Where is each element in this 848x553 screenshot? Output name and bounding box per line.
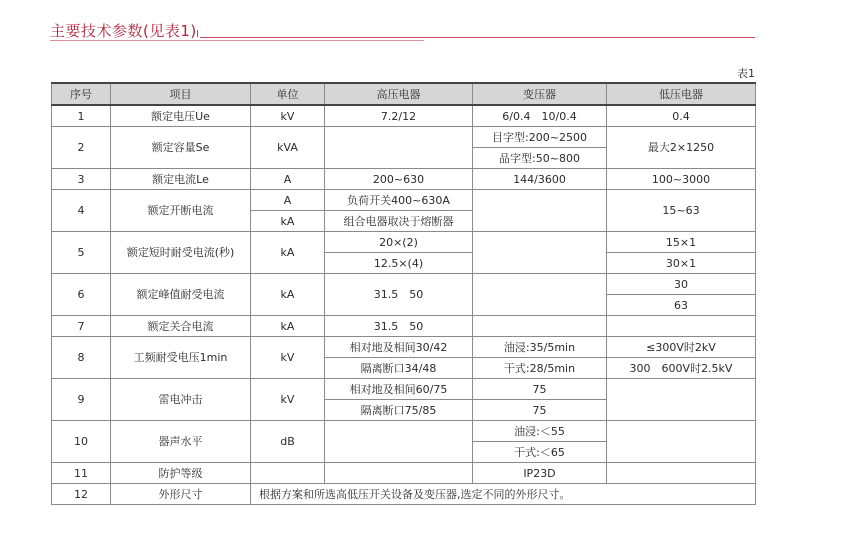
header-item: 项目 bbox=[111, 83, 251, 105]
table-row bbox=[52, 190, 756, 211]
cell-unit: kV bbox=[251, 337, 325, 379]
table-row bbox=[52, 169, 756, 190]
cell-transformer: 144/3600 bbox=[473, 169, 607, 190]
table-row bbox=[52, 105, 756, 127]
cell-unit: kA bbox=[251, 211, 325, 232]
table-row bbox=[52, 127, 756, 148]
cell-no: 4 bbox=[52, 190, 111, 232]
cell-lv bbox=[607, 463, 756, 484]
cell-dimension-note: 根据方案和所选高低压开关设备及变压器,选定不同的外形尺寸。 bbox=[251, 484, 756, 505]
cell-no: 1 bbox=[52, 105, 111, 127]
title-underline bbox=[50, 40, 424, 41]
cell-unit: kA bbox=[251, 316, 325, 337]
cell-transformer: 75 bbox=[473, 400, 607, 421]
cell-item: 防护等级 bbox=[111, 463, 251, 484]
cell-unit: A bbox=[251, 190, 325, 211]
cell-item: 雷电冲击 bbox=[111, 379, 251, 421]
cell-hv bbox=[325, 463, 473, 484]
table-row bbox=[52, 274, 756, 295]
cell-hv: 隔离断口34/48 bbox=[325, 358, 473, 379]
cell-hv: 负荷开关400~630A bbox=[325, 190, 473, 211]
cell-item: 额定开断电流 bbox=[111, 190, 251, 232]
cell-transformer: 油浸:35/5min bbox=[473, 337, 607, 358]
cell-unit: dB bbox=[251, 421, 325, 463]
cell-transformer bbox=[473, 232, 607, 274]
cell-hv: 相对地及相间60/75 bbox=[325, 379, 473, 400]
cell-transformer: 6/0.4 10/0.4 bbox=[473, 105, 607, 127]
cell-lv: 30 bbox=[607, 274, 756, 295]
cell-no: 8 bbox=[52, 337, 111, 379]
cell-lv: 最大2×1250 bbox=[607, 127, 756, 169]
cell-transformer bbox=[473, 274, 607, 316]
cell-item: 器声水平 bbox=[111, 421, 251, 463]
cell-lv: 63 bbox=[607, 295, 756, 316]
cell-lv: ≤300V时2kV bbox=[607, 337, 756, 358]
cell-lv bbox=[607, 421, 756, 463]
cell-no: 6 bbox=[52, 274, 111, 316]
table-row bbox=[52, 379, 756, 400]
cell-unit bbox=[251, 463, 325, 484]
cell-hv: 20×(2) bbox=[325, 232, 473, 253]
table-row bbox=[52, 337, 756, 358]
table-row bbox=[52, 232, 756, 253]
cell-no: 12 bbox=[52, 484, 111, 505]
cell-lv: 0.4 bbox=[607, 105, 756, 127]
title-divider bbox=[200, 37, 755, 38]
cell-hv: 隔离断口75/85 bbox=[325, 400, 473, 421]
cell-no: 2 bbox=[52, 127, 111, 169]
header-no: 序号 bbox=[52, 83, 111, 105]
cell-item: 额定峰值耐受电流 bbox=[111, 274, 251, 316]
cell-no: 3 bbox=[52, 169, 111, 190]
cell-no: 7 bbox=[52, 316, 111, 337]
header-hv: 高压电器 bbox=[325, 83, 473, 105]
table-row bbox=[52, 484, 756, 505]
page-title: 主要技术参数(见表1) bbox=[50, 22, 197, 40]
cell-transformer: 油浸:＜55 bbox=[473, 421, 607, 442]
cell-unit: kVA bbox=[251, 127, 325, 169]
cell-hv: 12.5×(4) bbox=[325, 253, 473, 274]
parameter-table bbox=[51, 82, 756, 505]
cell-transformer bbox=[473, 316, 607, 337]
cell-no: 11 bbox=[52, 463, 111, 484]
cell-no: 5 bbox=[52, 232, 111, 274]
cell-transformer: 品字型:50~800 bbox=[473, 148, 607, 169]
cell-lv: 15~63 bbox=[607, 190, 756, 232]
cell-transformer: 75 bbox=[473, 379, 607, 400]
cell-unit: kA bbox=[251, 274, 325, 316]
title-divider-tick bbox=[197, 30, 198, 37]
cell-hv: 200~630 bbox=[325, 169, 473, 190]
cell-lv: 300 600V时2.5kV bbox=[607, 358, 756, 379]
cell-transformer: 干式:＜65 bbox=[473, 442, 607, 463]
cell-unit: kV bbox=[251, 379, 325, 421]
cell-hv bbox=[325, 421, 473, 463]
cell-lv: 30×1 bbox=[607, 253, 756, 274]
cell-unit: A bbox=[251, 169, 325, 190]
table-row bbox=[52, 421, 756, 442]
cell-hv: 31.5 50 bbox=[325, 274, 473, 316]
cell-item: 额定电压Ue bbox=[111, 105, 251, 127]
cell-item: 额定容量Se bbox=[111, 127, 251, 169]
cell-no: 9 bbox=[52, 379, 111, 421]
cell-hv: 组合电器取决于熔断器 bbox=[325, 211, 473, 232]
cell-lv: 100~3000 bbox=[607, 169, 756, 190]
table-row bbox=[52, 316, 756, 337]
cell-item: 外形尺寸 bbox=[111, 484, 251, 505]
table-label: 表1 bbox=[737, 67, 755, 80]
header-lv: 低压电器 bbox=[607, 83, 756, 105]
cell-transformer: IP23D bbox=[473, 463, 607, 484]
cell-unit: kV bbox=[251, 105, 325, 127]
cell-lv: 15×1 bbox=[607, 232, 756, 253]
table-header-row bbox=[52, 83, 756, 105]
cell-no: 10 bbox=[52, 421, 111, 463]
header-transformer: 变压器 bbox=[473, 83, 607, 105]
cell-unit: kA bbox=[251, 232, 325, 274]
cell-item: 工频耐受电压1min bbox=[111, 337, 251, 379]
cell-transformer: 干式:28/5min bbox=[473, 358, 607, 379]
cell-item: 额定电流Le bbox=[111, 169, 251, 190]
header-unit: 单位 bbox=[251, 83, 325, 105]
cell-hv bbox=[325, 127, 473, 169]
cell-item: 额定关合电流 bbox=[111, 316, 251, 337]
cell-transformer: 目字型:200~2500 bbox=[473, 127, 607, 148]
cell-item: 额定短时耐受电流(秒) bbox=[111, 232, 251, 274]
cell-hv: 7.2/12 bbox=[325, 105, 473, 127]
table-row bbox=[52, 463, 756, 484]
cell-hv: 相对地及相间30/42 bbox=[325, 337, 473, 358]
cell-transformer bbox=[473, 190, 607, 232]
cell-lv bbox=[607, 379, 756, 421]
cell-hv: 31.5 50 bbox=[325, 316, 473, 337]
cell-lv bbox=[607, 316, 756, 337]
